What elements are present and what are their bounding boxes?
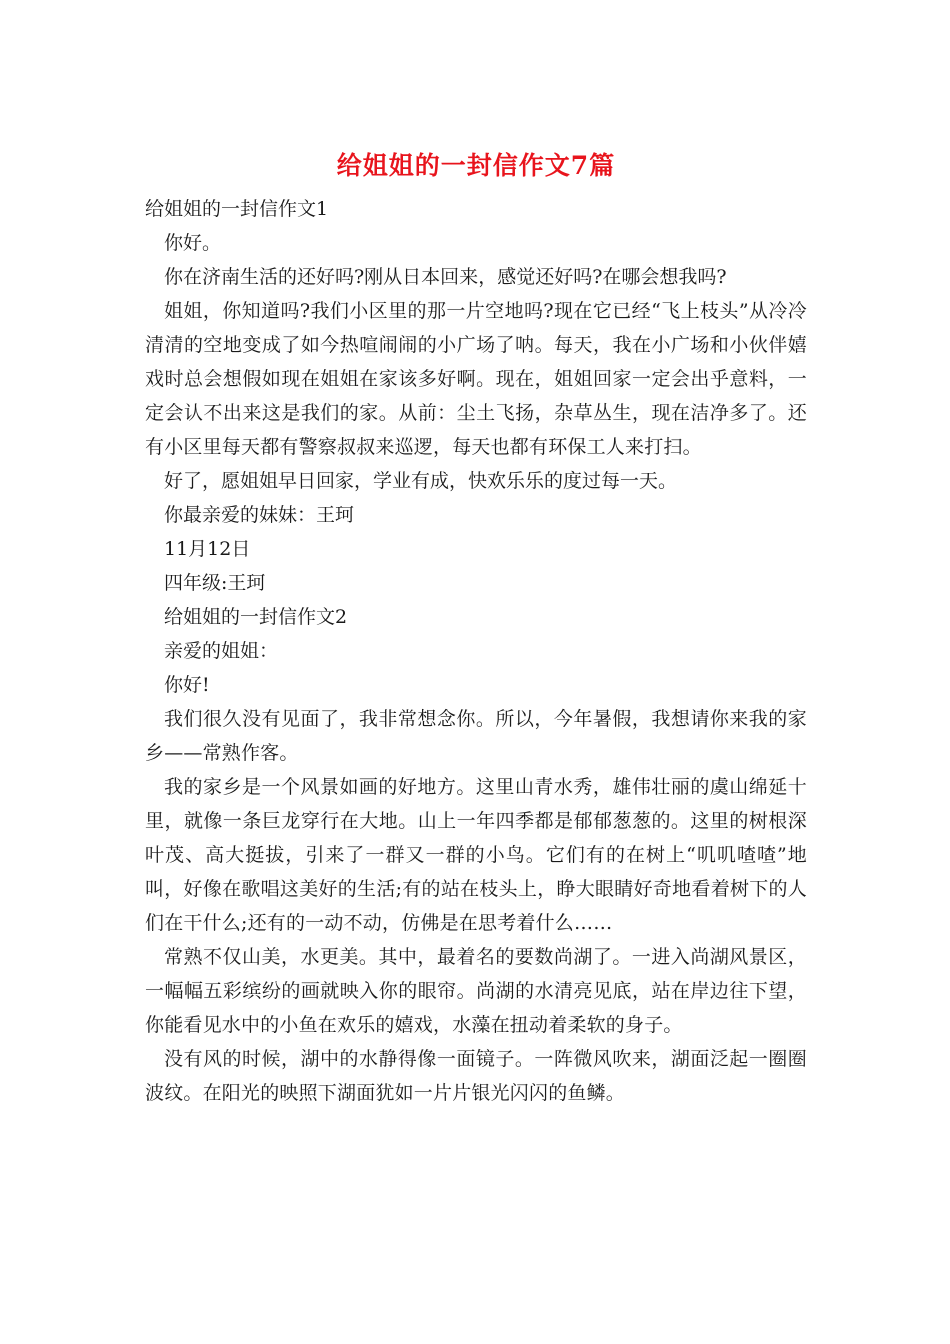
paragraph: 我的家乡是一个风景如画的好地方。这里山青水秀，雄伟壮丽的虞山绵延十里，就像一条巨龙穿行在大地。山上一年四季都是郁郁葱葱的。这里的树根深叶茂、高大挺拔，引来了一群又一群的小鸟。它们有的在树上“叽叽喳喳”地叫，好像在歌唱这美好的生活;有的站在枝头上，睁大眼睛好奇地看着树下的人们在干什么;还有的一动不动，仿佛是在思考着什么…… [145,776,807,934]
author-grade: 四年级:王珂 [164,572,266,594]
document-page [145,148,807,1110]
paragraph: 没有风的时候，湖中的水静得像一面镜子。一阵微风吹来，湖面泛起一圈圈波纹。在阳光的映照下湖面犹如一片片银光闪闪的鱼鳞。 [145,1048,807,1104]
date: 11月12日 [164,538,251,560]
salutation: 亲爱的姐姐： [164,640,279,662]
paragraph: 我们很久没有见面了，我非常想念你。所以，今年暑假，我想请你来我的家乡——常熟作客。 [145,708,807,764]
document-title: 给姐姐的一封信作文7篇 [336,151,616,180]
section-heading-2: 给姐姐的一封信作文2 [164,606,348,628]
paragraph: 好了，愿姐姐早日回家，学业有成，快欢乐乐的度过每一天。 [164,470,678,492]
greeting: 你好。 [164,232,222,254]
paragraph: 常熟不仅山美，水更美。其中，最着名的要数尚湖了。一进入尚湖风景区，一幅幅五彩缤纷的画就映入你的眼帘。尚湖的水清亮见底，站在岸边往下望，你能看见水中的小鱼在欢乐的嬉戏，水藻在扭动着柔软的身子。 [145,946,807,1036]
paragraph: 你在济南生活的还好吗?刚从日本回来，感觉还好吗?在哪会想我吗? [164,266,727,288]
section-heading-1: 给姐姐的一封信作文1 [145,198,329,220]
greeting: 你好! [164,674,210,696]
paragraph: 姐姐，你知道吗?我们小区里的那一片空地吗?现在它已经“飞上枝头”从冷冷清清的空地变成了如今热喧闹闹的小广场了呐。每天，我在小广场和小伙伴嬉戏时总会想假如现在姐姐在家该多好啊。现在，姐姐回家一定会出乎意料，一定会认不出来这是我们的家。从前：尘土飞扬，杂草丛生，现在洁净多了。还有小区里每天都有警察叔叔来巡逻，每天也都有环保工人来打扫。 [145,300,807,458]
signature: 你最亲爱的妹妹：王珂 [164,504,355,526]
